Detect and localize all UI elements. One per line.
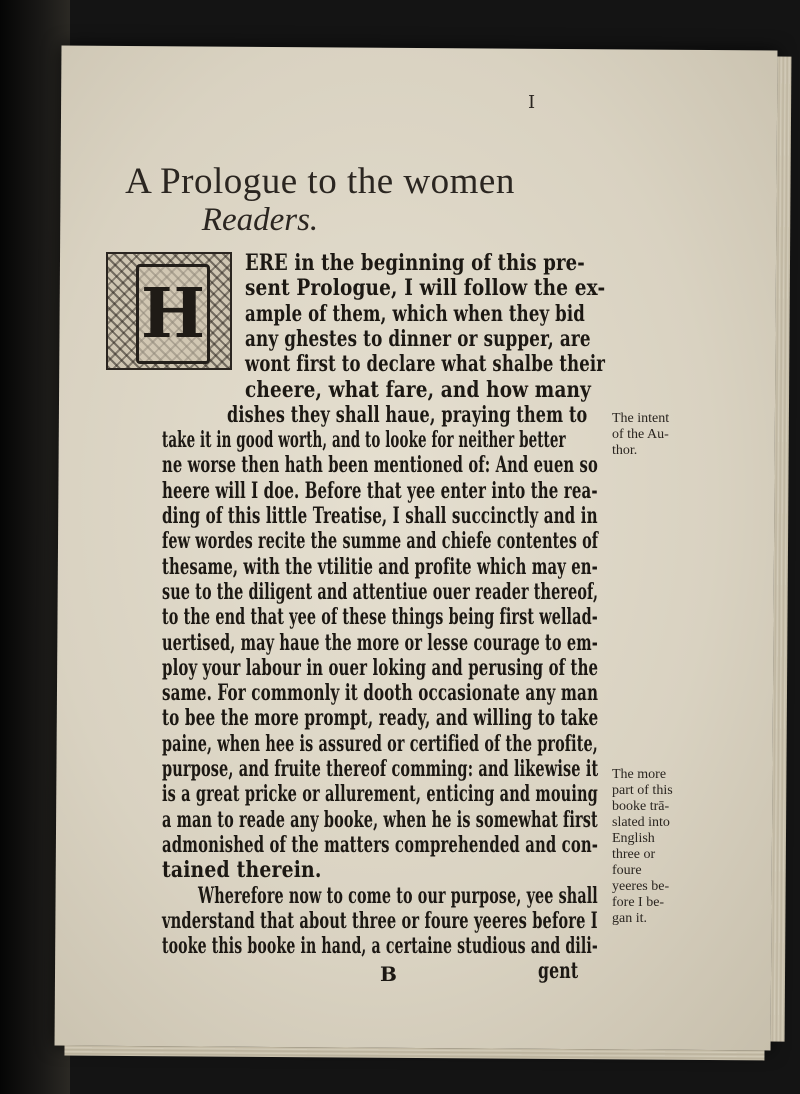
text-line: is a great pricke or allurement, enticing and mouing — [162, 781, 598, 808]
decorated-initial — [106, 252, 232, 370]
margin-note-line: The intent — [612, 411, 670, 426]
margin-note-intent — [612, 411, 669, 459]
margin-note-line: part of this — [612, 783, 673, 798]
text-line: tooke this booke in hand, a certaine studious and dili- — [162, 933, 598, 960]
text-line: wont first to declare what shalbe their — [245, 351, 606, 378]
text-line: sue to the diligent and attentiue ouer reader thereof, — [162, 578, 599, 605]
text-line: tained therein. — [162, 857, 322, 884]
text-line: ding of this little Treatise, I shall succinctly and in — [162, 503, 598, 529]
text-line: ERE in the beginning of this pre- — [245, 250, 585, 276]
page-title-line1: A Prologue to the women — [125, 161, 515, 202]
text-line: Wherefore now to come to our purpose, yee shall — [198, 882, 598, 909]
page-title-line2: Readers. — [201, 202, 319, 238]
margin-note-translation — [612, 767, 673, 927]
text-line: vnderstand that about three or foure yeeres before I — [162, 907, 598, 934]
page-edges-right — [771, 57, 792, 1042]
page-edges-bottom — [64, 1046, 764, 1061]
text-line: admonished of the matters comprehended and con- — [162, 831, 599, 858]
margin-note-line: fore I be- — [612, 895, 665, 910]
text-line: ne worse then hath been mentioned of: And euen so — [162, 452, 598, 479]
margin-note-line: English — [612, 831, 655, 846]
margin-note-line: slated into — [612, 815, 670, 830]
page-mark: I — [528, 92, 536, 113]
text-line: ploy your labour in ouer loking and perusing of the — [162, 654, 599, 681]
margin-note-line: three or — [612, 847, 656, 862]
initial-letter: H — [136, 264, 210, 364]
text-line: thesame, with the vtilitie and profite which may en- — [162, 553, 598, 580]
text-line: any ghestes to dinner or supper, are — [245, 325, 591, 352]
signature-mark: B — [380, 962, 397, 986]
margin-note-line: foure — [612, 863, 642, 878]
margin-note-line: The more — [612, 767, 667, 782]
text-line: gent — [538, 958, 579, 985]
text-line: take it in good worth, and to looke for neither better — [162, 427, 566, 454]
text-line: to the end that yee of these things being first wellad- — [162, 604, 598, 631]
margin-note-line: gan it. — [612, 911, 647, 926]
margin-note-line: thor. — [612, 443, 638, 458]
text-line: cheere, what fare, and how many — [245, 376, 591, 403]
text-line: to bee the more prompt, ready, and willing to take — [162, 705, 599, 732]
margin-note-line: booke trā- — [612, 799, 670, 814]
text-line: a man to reade any booke, when he is somewhat first — [162, 806, 598, 833]
text-line: sent Prologue, I will follow the ex- — [245, 275, 606, 302]
margin-note-line: yeeres be- — [612, 879, 670, 894]
text-line: dishes they shall haue, praying them to — [227, 401, 588, 428]
text-line: few wordes recite the summe and chiefe contentes of — [162, 528, 599, 555]
margin-note-line: of the Au- — [612, 427, 669, 442]
text-line: heere will I doe. Before that yee enter into the rea- — [162, 477, 598, 504]
text-line: same. For commonly it dooth occasionate any man — [162, 680, 599, 707]
text-line: ample of them, which when they bid — [245, 300, 585, 327]
text-line: paine, when hee is assured or certified of the profite, — [162, 730, 598, 757]
text-line: purpose, and fruite thereof comming: and likewise it — [162, 756, 599, 782]
text-line: uertised, may haue the more or lesse courage to em- — [162, 629, 598, 656]
